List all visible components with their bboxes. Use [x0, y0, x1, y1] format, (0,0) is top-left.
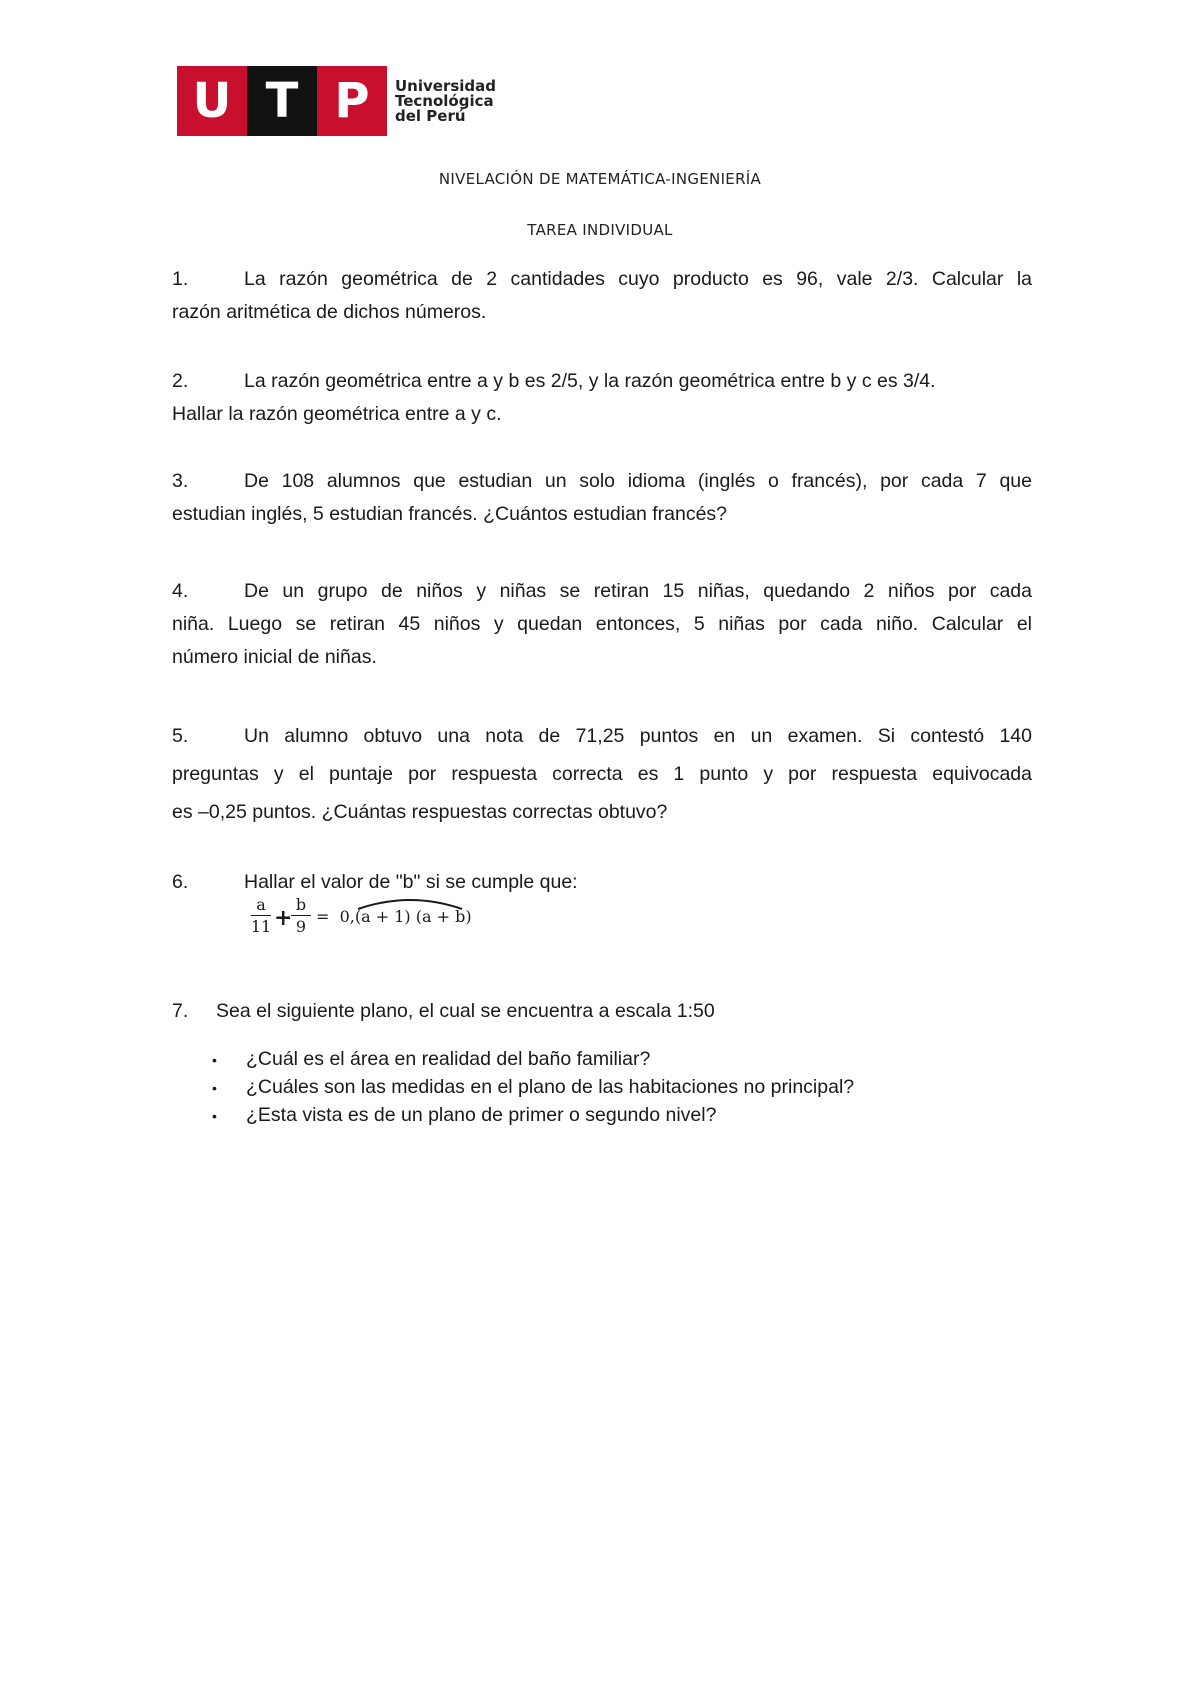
question-4 — [172, 580, 1032, 669]
question-6 — [172, 871, 1032, 894]
fraction-numerator: a — [256, 895, 266, 914]
question-text-line: niña. Luego se retiran 45 niños y quedan entonces, 5 niñas por cada niño. Calcular el — [172, 613, 1032, 635]
question-text-line: es –0,25 puntos. ¿Cuántas respuestas correctas obtuvo? — [172, 801, 668, 823]
bullet-text: ¿Cuál es el área en realidad del baño familiar? — [246, 1048, 651, 1070]
question-text-line: estudian inglés, 5 estudian francés. ¿Cuántos estudian francés? — [172, 503, 728, 525]
question-text-line: Hallar el valor de "b" si se cumple que: — [244, 871, 578, 893]
question-text-line: Hallar la razón geométrica entre a y c. — [172, 403, 502, 425]
periodic-arc — [354, 895, 466, 911]
question-number: 3. — [172, 470, 189, 492]
list-item — [212, 1073, 854, 1101]
course-title: NIVELACIÓN DE MATEMÁTICA-INGENIERÍA — [438, 170, 762, 188]
question-number: 4. — [172, 580, 189, 602]
list-item — [212, 1045, 854, 1073]
fraction-denominator: 9 — [295, 917, 307, 936]
fraction-a-over-11 — [250, 895, 272, 938]
bullet-icon: • — [212, 1080, 217, 1096]
question-text-line: De 108 alumnos que estudian un solo idioma (inglés o francés), por cada 7 que — [244, 470, 1032, 492]
logo-name-line-2: Tecnológica — [395, 91, 494, 110]
question-number: 7. — [172, 1000, 189, 1022]
question-number: 2. — [172, 370, 189, 392]
bullet-text: ¿Esta vista es de un plano de primer o segundo nivel? — [246, 1104, 717, 1126]
question-text-line: Sea el siguiente plano, el cual se encuentra a escala 1:50 — [216, 1000, 715, 1022]
question-text-line: preguntas y el puntaje por respuesta correcta es 1 punto y por respuesta equivocada — [172, 763, 1032, 785]
question-number: 1. — [172, 268, 189, 290]
logo-name-line-1: Universidad — [395, 76, 497, 95]
list-item — [212, 1101, 854, 1129]
utp-logo — [177, 66, 496, 136]
fraction-b-over-9 — [290, 895, 312, 938]
logo-name-line-3: del Perú — [395, 106, 466, 125]
bullet-icon: • — [212, 1052, 217, 1068]
question-text-line: La razón geométrica entre a y b es 2/5, y la razón geométrica entre b y c es 3/4. — [244, 370, 936, 392]
question-text-line: Un alumno obtuvo una nota de 71,25 puntos en un examen. Si contestó 140 — [244, 725, 1032, 747]
fraction-denominator: 11 — [250, 917, 272, 936]
question-text-line: De un grupo de niños y niñas se retiran 15 niñas, quedando 2 niños por cada — [244, 580, 1032, 602]
logo-letter-u: U — [177, 66, 247, 136]
logo-university-name — [395, 66, 496, 136]
question-7 — [172, 1000, 1032, 1023]
question-5 — [172, 725, 1032, 824]
assignment-title: TAREA INDIVIDUAL — [527, 221, 673, 239]
question-3 — [172, 470, 1032, 526]
question-text-line: razón aritmética de dichos números. — [172, 301, 487, 323]
question-text-line: La razón geométrica de 2 cantidades cuyo producto es 96, vale 2/3. Calcular la — [244, 268, 1032, 290]
fraction-numerator: b — [295, 895, 307, 914]
question-2 — [172, 370, 1032, 426]
logo-letter-t: T — [247, 66, 317, 136]
logo-letter-p: P — [317, 66, 387, 136]
question-number: 6. — [172, 871, 189, 893]
question-number: 5. — [172, 725, 189, 747]
bullet-text: ¿Cuáles son las medidas en el plano de las habitaciones no principal? — [246, 1076, 855, 1098]
question-1 — [172, 268, 1032, 324]
bullet-list — [212, 1045, 854, 1129]
plus-sign: + — [274, 905, 293, 931]
equation-rhs: = 0,(a + 1) (a + b) — [316, 907, 472, 926]
bullet-icon: • — [212, 1108, 217, 1124]
question-text-line: número inicial de niñas. — [172, 646, 377, 668]
